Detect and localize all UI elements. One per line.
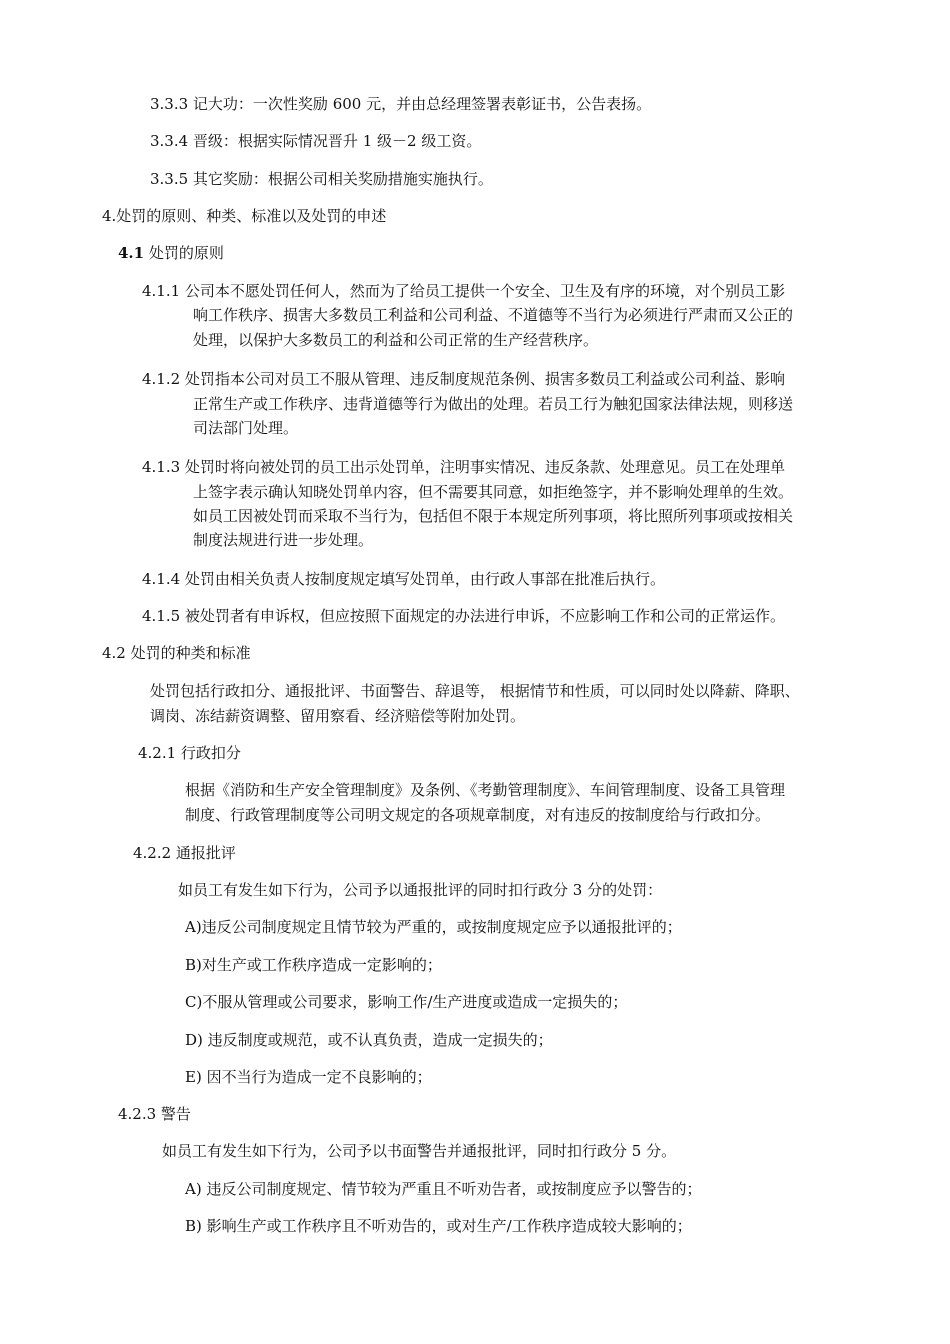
list-item-b: B)对生产或工作秩序造成一定影响的；: [185, 956, 442, 974]
clause-4-2-2-heading: 4.2.2 通报批评: [133, 844, 236, 862]
clause-4-2-1-line2: 制度、行政管理制度等公司明文规定的各项规章制度，对有违反的按制度给与行政扣分。: [185, 806, 771, 824]
section-4-1-heading: [118, 243, 224, 263]
clause-4-1-3-line3: 如员工因被处罚而采取不当行为，包括但不限于本规定所列事项，将比照所列事项或按相关: [193, 507, 794, 525]
clause-4-2-1-heading: 4.2.1 行政扣分: [138, 744, 241, 762]
clause-4-1-3-line1: 4.1.3 处罚时将向被处罚的员工出示处罚单，注明事实情况、违反条款、处理意见。员工在处理单: [142, 458, 785, 476]
section-4-2-intro-line2: 调岗、冻结薪资调整、留用察看、经济赔偿等附加处罚。: [150, 707, 526, 725]
clause-4-1-2-line3: 司法部门处理。: [193, 419, 299, 437]
list-item-e: E) 因不当行为造成一定不良影响的；: [185, 1068, 432, 1086]
section-4-heading: 4.处罚的原则、种类、标准以及处罚的申述: [102, 207, 387, 225]
warning-item-b: B) 影响生产或工作秩序且不听劝告的，或对生产/工作秩序造成较大影响的；: [185, 1217, 692, 1235]
clause-4-1-4: 4.1.4 处罚由相关负责人按制度规定填写处罚单，由行政人事部在批准后执行。: [142, 570, 665, 588]
section-4-1-title: 处罚的原则: [144, 244, 224, 262]
clause-4-1-2-line2: 正常生产或工作秩序、违背道德等行为做出的处理。若员工行为触犯国家法律法规，则移送: [193, 395, 794, 413]
clause-4-1-2-line1: 4.1.2 处罚指本公司对员工不服从管理、违反制度规范条例、损害多数员工利益或公司利益、影响: [142, 370, 785, 388]
clause-4-2-3-intro: 如员工有发生如下行为，公司予以书面警告并通报批评，同时扣行政分 5 分。: [162, 1142, 677, 1160]
list-item-c: C)不服从管理或公司要求，影响工作/生产进度或造成一定损失的；: [185, 993, 628, 1011]
list-item-d: D) 违反制度或规范，或不认真负责，造成一定损失的；: [185, 1031, 553, 1049]
clause-3-3-5: 3.3.5 其它奖励：根据公司相关奖励措施实施执行。: [150, 170, 493, 188]
clause-4-1-3-line4: 制度法规进行进一步处理。: [193, 531, 374, 549]
warning-item-a: A) 违反公司制度规定、情节较为严重且不听劝告者，或按制度应予以警告的；: [185, 1180, 702, 1198]
clause-4-1-1-line2: 响工作秩序、损害大多数员工利益和公司利益、不道德等不当行为必须进行严肃而又公正的: [193, 306, 794, 324]
list-item-a: A)违反公司制度规定且情节较为严重的，或按制度规定应予以通报批评的；: [185, 918, 682, 936]
section-4-2-heading: 4.2 处罚的种类和标准: [102, 644, 251, 662]
section-4-2-intro-line1: 处罚包括行政扣分、通报批评、书面警告、辞退等， 根据情节和性质，可以同时处以降薪、降职、: [150, 682, 800, 700]
section-4-1-number: 4.1: [118, 244, 145, 262]
clause-4-2-3-heading: 4.2.3 警告: [118, 1105, 191, 1123]
clause-4-2-1-line1: 根据《消防和生产安全管理制度》及条例、《考勤管理制度》、车间管理制度、设备工具管理: [185, 781, 786, 799]
clause-4-1-1-line3: 处理，以保护大多数员工的利益和公司正常的生产经营秩序。: [193, 331, 599, 349]
clause-4-1-3-line2: 上签字表示确认知晓处罚单内容，但不需要其同意，如拒绝签字，并不影响处理单的生效。: [193, 483, 794, 501]
clause-3-3-3: 3.3.3 记大功：一次性奖励 600 元，并由总经理签署表彰证书，公告表扬。: [150, 95, 652, 113]
clause-4-1-1-line1: 4.1.1 公司本不愿处罚任何人，然而为了给员工提供一个安全、卫生及有序的环境，对个别员工影: [142, 282, 785, 300]
clause-4-1-5: 4.1.5 被处罚者有申诉权，但应按照下面规定的办法进行申诉，不应影响工作和公司的正常运作。: [142, 607, 785, 625]
clause-4-2-2-intro: 如员工有发生如下行为，公司予以通报批评的同时扣行政分 3 分的处罚：: [178, 881, 663, 899]
clause-3-3-4: 3.3.4 晋级：根据实际情况晋升 1 级－2 级工资。: [150, 132, 482, 150]
